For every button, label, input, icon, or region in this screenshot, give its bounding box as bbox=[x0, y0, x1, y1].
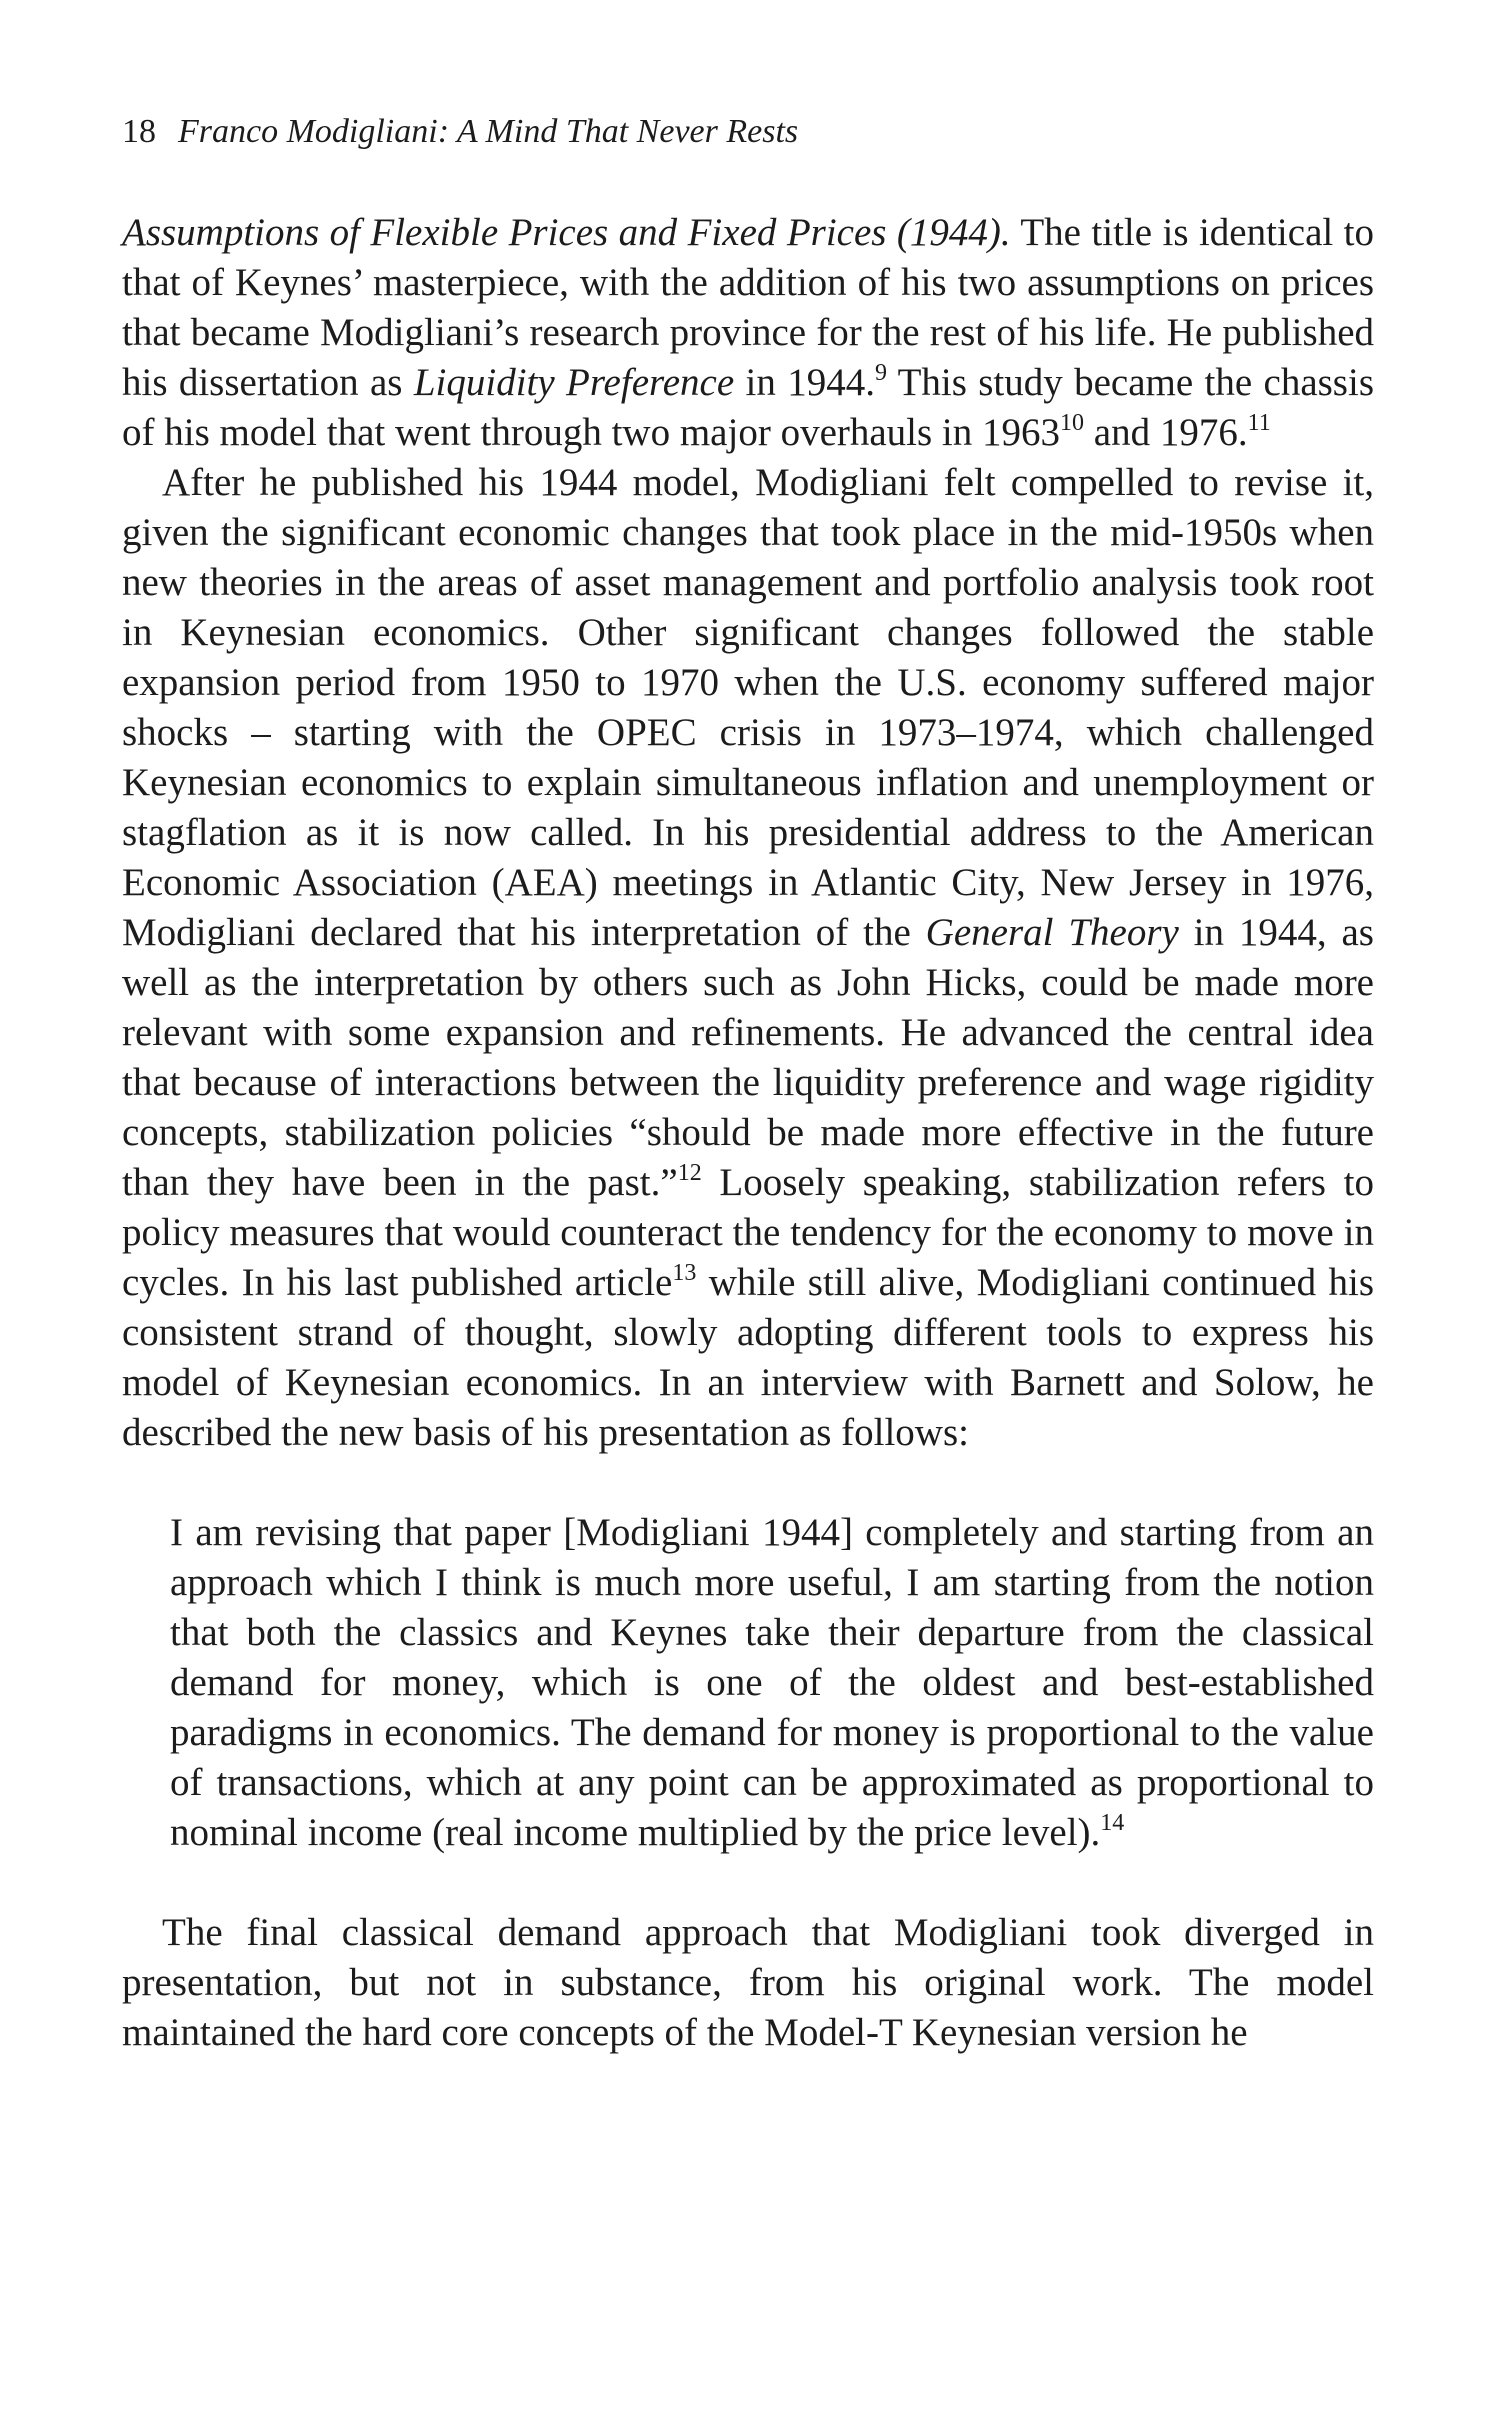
general-theory-title: General Theory bbox=[925, 911, 1179, 954]
paragraph-2-text-a: After he published his 1944 model, Modigliani felt compelled to revise it, given the significant economic changes that took place in the mid-1950s when new theories in the areas of asset management and portfolio analysis took root in Keynesian economics. Other significant changes followed the stable expansion period from 1950 to 1970 when the U.S. economy suffered major shocks – starting with the OPEC crisis in 1973–1974, which challenged Keynesian economics to explain simultaneous inflation and unemployment or stagflation as it is now called. In his presidential address to the American Economic Association (AEA) meetings in Atlantic City, New Jersey in 1976, Modigliani declared that his interpretation of the bbox=[122, 461, 1374, 954]
footnote-ref-11[interactable]: 11 bbox=[1247, 410, 1271, 436]
liquidity-preference-title: Liquidity Preference bbox=[413, 361, 735, 404]
paragraph-1-text-d: and 1976. bbox=[1084, 411, 1248, 454]
body-text bbox=[122, 208, 1374, 2058]
footnote-ref-13[interactable]: 13 bbox=[672, 1260, 697, 1286]
running-head bbox=[122, 108, 798, 156]
footnote-ref-9[interactable]: 9 bbox=[874, 360, 887, 386]
paragraph-3 bbox=[122, 1908, 1374, 2058]
paragraph-3-text: The final classical demand approach that Modigliani took diverged in presentation, but not in substance, from his original work. The model maintained the hard core concepts of the Model-T Keynesian version he bbox=[122, 1911, 1374, 2054]
paragraph-1 bbox=[122, 208, 1374, 458]
paragraph-2-text-b: in 1944, as well as the interpretation by others such as John Hicks, could be made more relevant with some expansion and refinements. He advanced the central idea that because of interactions between the liquidity preference and wage rigidity concepts, stabilization policies “should be made more effective in the future than they have been in the past.” bbox=[122, 911, 1374, 1204]
paragraph-2-text-c: Loosely speaking, stabilization refers to policy measures that would counteract the tendency for the economy to move in cycles. In his last published article bbox=[122, 1161, 1374, 1304]
footnote-ref-10[interactable]: 10 bbox=[1060, 410, 1085, 436]
block-quote bbox=[170, 1508, 1374, 1858]
page-number: 18 bbox=[122, 113, 156, 150]
block-quote-text: I am revising that paper [Modigliani 1944] completely and starting from an approach which I think is much more useful, I am starting from the notion that both the classics and Keynes take their departure from the classical demand for money, which is one of the oldest and best-established paradigms in economics. The demand for money is proportional to the value of transactions, which at any point can be approximated as proportional to nominal income (real income multiplied by the price level). bbox=[170, 1511, 1374, 1854]
paragraph-1-text-c: This study became the chassis of his model that went through two major overhauls in 1963 bbox=[122, 361, 1374, 454]
footnote-ref-12[interactable]: 12 bbox=[677, 1160, 702, 1186]
paragraph-1-text-b: in 1944. bbox=[734, 361, 875, 404]
footnote-ref-14[interactable]: 14 bbox=[1100, 1810, 1125, 1836]
dissertation-title: Assumptions of Flexible Prices and Fixed Prices (1944). bbox=[122, 211, 1011, 254]
paragraph-1-text-a: The title is identical to that of Keynes’ masterpiece, with the addition of his two assumptions on prices that became Modigliani’s research province for the rest of his life. He published his dissertation as bbox=[122, 211, 1374, 404]
paragraph-2 bbox=[122, 458, 1374, 1458]
book-title: Franco Modigliani: A Mind That Never Rests bbox=[178, 113, 799, 150]
paragraph-2-text-d: while still alive, Modigliani continued his consistent strand of thought, slowly adopting different tools to express his model of Keynesian economics. In an interview with Barnett and Solow, he described the new basis of his presentation as follows: bbox=[122, 1261, 1374, 1454]
